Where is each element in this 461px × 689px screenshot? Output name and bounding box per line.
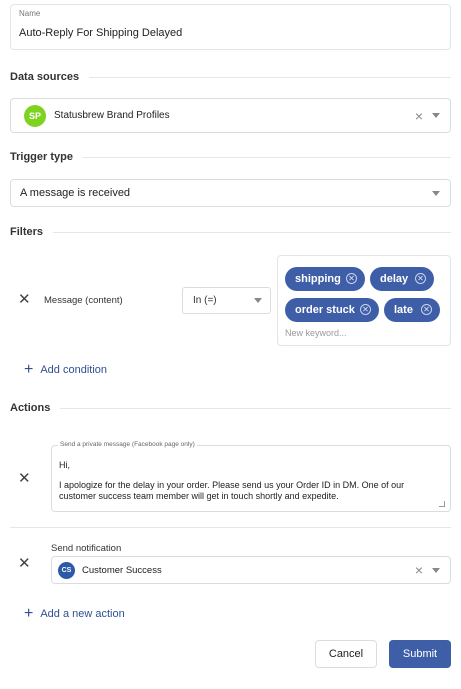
- trigger-type-heading: Trigger type: [10, 151, 73, 163]
- private-message-textarea[interactable]: [51, 441, 451, 512]
- plus-icon: +: [24, 361, 34, 378]
- remove-keyword-icon[interactable]: ✕: [421, 304, 432, 315]
- remove-condition-icon[interactable]: ✕: [18, 291, 31, 308]
- data-sources-section-header: [10, 70, 451, 84]
- name-field[interactable]: [10, 4, 451, 50]
- notification-recipient-value: Customer Success: [82, 564, 162, 576]
- private-message-label: Send a private message (Facebook page only): [60, 441, 195, 448]
- keyword-chip-label: shipping: [295, 273, 341, 285]
- keyword-chip: [285, 298, 379, 322]
- plus-icon: +: [24, 605, 34, 622]
- data-sources-select[interactable]: [10, 98, 451, 133]
- section-divider: [83, 157, 451, 158]
- keyword-chip-label: late: [394, 304, 413, 316]
- keyword-chip: [384, 298, 440, 322]
- keyword-chip: [285, 267, 365, 291]
- customer-success-avatar: CS: [58, 562, 75, 579]
- section-divider: [89, 77, 451, 78]
- keyword-chip: [370, 267, 434, 291]
- chevron-down-icon: [254, 298, 262, 303]
- keyword-placeholder[interactable]: New keyword...: [285, 328, 347, 338]
- actions-heading: Actions: [10, 402, 51, 414]
- remove-action-icon[interactable]: ✕: [18, 470, 31, 487]
- data-sources-value: Statusbrew Brand Profiles: [54, 110, 170, 121]
- section-divider: [60, 408, 451, 409]
- add-action-button[interactable]: [24, 606, 125, 622]
- trigger-type-value: A message is received: [20, 187, 131, 199]
- brand-profile-avatar: SP: [24, 105, 46, 127]
- filters-section-header: [10, 225, 451, 239]
- keyword-input[interactable]: [277, 255, 451, 346]
- add-action-label: Add a new action: [40, 608, 125, 620]
- name-field-label: Name: [19, 9, 41, 18]
- private-message-text[interactable]: [59, 460, 439, 502]
- section-divider: [53, 232, 451, 233]
- cancel-button[interactable]: Cancel: [315, 640, 377, 668]
- filters-heading: Filters: [10, 226, 44, 238]
- actions-section-header: [10, 401, 451, 415]
- keyword-chip-label: delay: [380, 273, 409, 285]
- clear-icon[interactable]: ×: [414, 107, 423, 124]
- trigger-type-section-header: [10, 150, 451, 164]
- remove-keyword-icon[interactable]: ✕: [415, 273, 426, 284]
- keyword-chip-label: order stuck: [295, 304, 355, 316]
- notification-recipient-select[interactable]: [51, 556, 451, 584]
- condition-field[interactable]: Message (content): [44, 295, 123, 306]
- add-condition-label: Add condition: [40, 364, 108, 376]
- remove-keyword-icon[interactable]: ✕: [360, 304, 371, 315]
- send-notification-label: Send notification: [51, 543, 122, 554]
- condition-operator-value: In (=): [193, 295, 217, 306]
- condition-operator-select[interactable]: [182, 287, 271, 314]
- trigger-type-select[interactable]: [10, 179, 451, 207]
- remove-keyword-icon[interactable]: ✕: [346, 273, 357, 284]
- resize-handle[interactable]: [439, 501, 445, 507]
- name-field-value[interactable]: Auto-Reply For Shipping Delayed: [19, 27, 183, 39]
- data-sources-heading: Data sources: [10, 71, 80, 83]
- add-condition-button[interactable]: [24, 362, 107, 378]
- submit-button[interactable]: Submit: [389, 640, 451, 668]
- action-divider: [10, 527, 451, 528]
- chevron-down-icon[interactable]: [432, 113, 440, 118]
- clear-icon[interactable]: ×: [414, 562, 423, 578]
- message-body: I apologize for the delay in your order. Please send us your Order ID in DM. One of our customer success team member will get in touch shortly and expedite.: [59, 480, 405, 501]
- remove-action-icon[interactable]: ✕: [18, 555, 31, 572]
- message-greeting: Hi,: [59, 460, 70, 470]
- chevron-down-icon[interactable]: [432, 568, 440, 573]
- chevron-down-icon[interactable]: [432, 191, 440, 196]
